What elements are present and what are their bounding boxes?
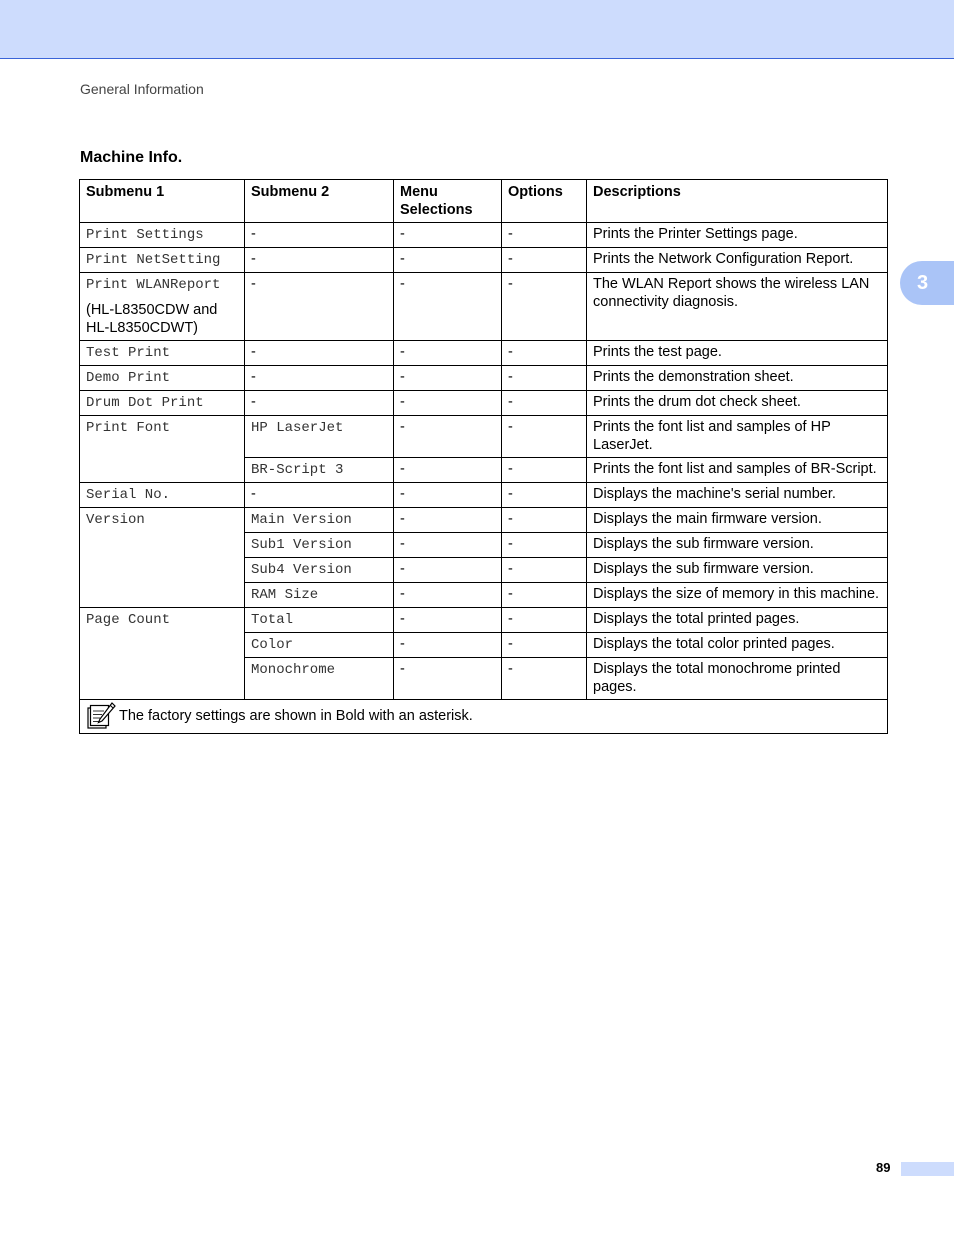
submenu1-value: Print Font (86, 420, 171, 436)
description-cell: Prints the demonstration sheet. (587, 366, 888, 391)
machine-info-table (79, 179, 888, 734)
menu-cell: - (394, 223, 502, 248)
model-note: (HL-L8350CDW and HL-L8350CDWT) (86, 302, 218, 336)
submenu1-value: Print NetSetting (86, 252, 221, 268)
submenu1-value: Print WLANReport (86, 277, 221, 293)
submenu2-cell: - (245, 341, 394, 366)
submenu1-value: Test Print (86, 345, 171, 361)
table-row (80, 608, 888, 633)
table-row (80, 483, 888, 508)
submenu1-value: Demo Print (86, 370, 171, 386)
description-cell: The WLAN Report shows the wireless LAN connectivity diagnosis. (587, 273, 888, 341)
header-band (0, 0, 954, 59)
options-cell: - (502, 273, 587, 341)
menu-cell: - (394, 483, 502, 508)
note-text: The factory settings are shown in Bold with an asterisk. (119, 708, 473, 724)
description-cell: Displays the main firmware version. (587, 508, 888, 533)
submenu2-cell (245, 608, 394, 633)
submenu2-cell: - (245, 273, 394, 341)
description-cell: Prints the font list and samples of HP LaserJet. (587, 416, 888, 458)
submenu1-value: Version (86, 512, 145, 528)
table-row (80, 416, 888, 458)
options-cell: - (502, 366, 587, 391)
submenu2-cell (245, 633, 394, 658)
menu-cell: - (394, 248, 502, 273)
note-pencil-icon (86, 702, 116, 730)
section-title: Machine Info. (80, 149, 183, 166)
description-cell: Displays the sub firmware version. (587, 558, 888, 583)
table-row (80, 273, 888, 341)
submenu2-value: Color (251, 637, 294, 653)
menu-cell: - (394, 608, 502, 633)
menu-cell: - (394, 583, 502, 608)
description-cell: Prints the drum dot check sheet. (587, 391, 888, 416)
submenu2-value: Sub1 Version (251, 537, 352, 553)
submenu2-cell (245, 533, 394, 558)
options-cell: - (502, 248, 587, 273)
description-cell: Displays the total color printed pages. (587, 633, 888, 658)
submenu1-cell (80, 508, 245, 608)
submenu2-value: RAM Size (251, 587, 319, 603)
table-row (80, 248, 888, 273)
submenu1-value: Serial No. (86, 487, 171, 503)
submenu2-cell: - (245, 483, 394, 508)
submenu2-cell (245, 658, 394, 700)
submenu1-cell (80, 608, 245, 700)
menu-cell: - (394, 366, 502, 391)
options-cell: - (502, 341, 587, 366)
submenu1-cell (80, 248, 245, 273)
footer-band (901, 1162, 954, 1176)
menu-cell: - (394, 533, 502, 558)
submenu2-value: Monochrome (251, 662, 336, 678)
description-cell: Prints the font list and samples of BR-Script. (587, 458, 888, 483)
options-cell: - (502, 483, 587, 508)
submenu2-value: BR-Script 3 (251, 462, 344, 478)
options-cell: - (502, 458, 587, 483)
submenu1-cell (80, 223, 245, 248)
submenu2-cell (245, 458, 394, 483)
table-row (80, 391, 888, 416)
menu-cell: - (394, 633, 502, 658)
table-row (80, 223, 888, 248)
description-cell: Prints the Network Configuration Report. (587, 248, 888, 273)
table-row (80, 508, 888, 533)
table-row (80, 366, 888, 391)
description-cell: Displays the total monochrome printed pages. (587, 658, 888, 700)
submenu1-cell (80, 273, 245, 341)
submenu2-cell: - (245, 391, 394, 416)
menu-cell: - (394, 658, 502, 700)
description-cell: Displays the total printed pages. (587, 608, 888, 633)
menu-cell: - (394, 391, 502, 416)
options-cell: - (502, 391, 587, 416)
submenu2-cell: - (245, 366, 394, 391)
header-options: Options (502, 180, 587, 223)
page-number: 89 (876, 1160, 891, 1175)
options-cell: - (502, 508, 587, 533)
description-cell: Displays the machine's serial number. (587, 483, 888, 508)
note-row (80, 700, 888, 734)
submenu2-cell (245, 508, 394, 533)
menu-cell: - (394, 416, 502, 458)
submenu2-value: Sub4 Version (251, 562, 352, 578)
menu-cell: - (394, 508, 502, 533)
description-cell: Prints the Printer Settings page. (587, 223, 888, 248)
header-menu-selections-line1: Menu (400, 184, 438, 200)
options-cell: - (502, 223, 587, 248)
submenu1-cell (80, 341, 245, 366)
description-cell: Displays the size of memory in this machine. (587, 583, 888, 608)
description-cell: Displays the sub firmware version. (587, 533, 888, 558)
options-cell: - (502, 658, 587, 700)
submenu2-value: Main Version (251, 512, 352, 528)
menu-cell: - (394, 458, 502, 483)
menu-cell: - (394, 273, 502, 341)
chapter-number: 3 (917, 271, 929, 294)
submenu2-cell (245, 558, 394, 583)
header-descriptions: Descriptions (587, 180, 888, 223)
header-submenu1: Submenu 1 (80, 180, 245, 223)
submenu2-cell (245, 416, 394, 458)
header-submenu2: Submenu 2 (245, 180, 394, 223)
note-cell (80, 700, 888, 734)
options-cell: - (502, 608, 587, 633)
note (86, 702, 881, 730)
table-header-row (80, 180, 888, 223)
submenu1-cell (80, 391, 245, 416)
header-menu-selections-line2: Selections (400, 202, 473, 218)
submenu1-value: Page Count (86, 612, 171, 628)
options-cell: - (502, 633, 587, 658)
submenu2-cell: - (245, 248, 394, 273)
submenu1-cell (80, 483, 245, 508)
menu-cell: - (394, 558, 502, 583)
submenu1-cell (80, 366, 245, 391)
submenu2-value: Total (251, 612, 294, 628)
options-cell: - (502, 558, 587, 583)
chapter-tab (900, 261, 954, 305)
table-row (80, 341, 888, 366)
options-cell: - (502, 533, 587, 558)
options-cell: - (502, 416, 587, 458)
submenu1-cell (80, 416, 245, 483)
submenu1-value: Drum Dot Print (86, 395, 204, 411)
options-cell: - (502, 583, 587, 608)
menu-cell: - (394, 341, 502, 366)
submenu1-value: Print Settings (86, 227, 204, 243)
header-menu-selections (394, 180, 502, 223)
submenu2-cell (245, 583, 394, 608)
submenu2-cell: - (245, 223, 394, 248)
submenu2-value: HP LaserJet (251, 420, 344, 436)
description-cell: Prints the test page. (587, 341, 888, 366)
running-head: General Information (80, 81, 204, 97)
